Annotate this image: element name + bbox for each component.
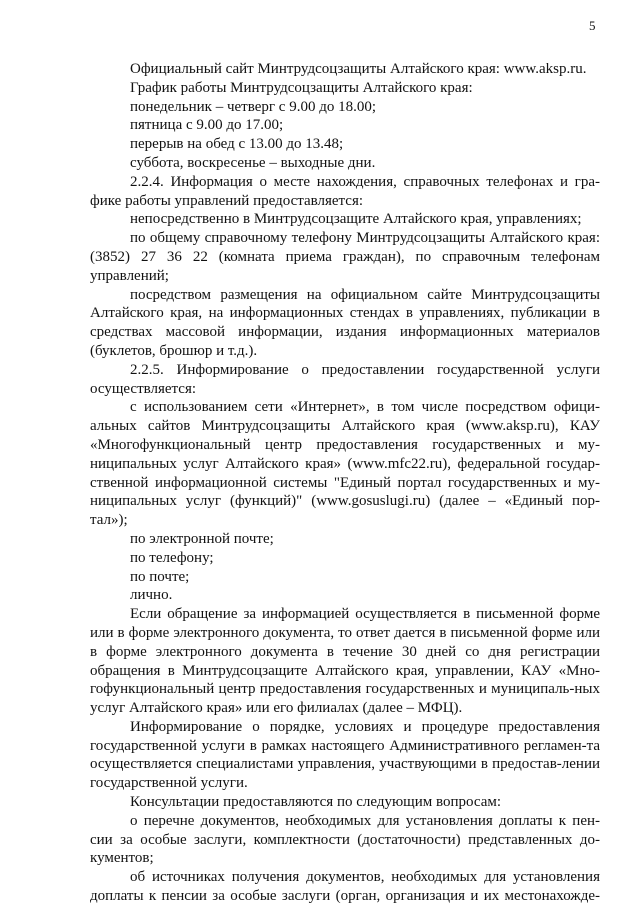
paragraph-informing: Информирование о порядке, условиях и процедуре предоставления государственной услуги в рамках настоящего Административного регламен-та осуществляется специалистами управления, участвующими в предостав-лении государственной услуги.	[90, 718, 600, 792]
paragraph-by-post: по почте;	[130, 568, 190, 585]
paragraph-publication: посредством размещения на официальном сайте Минтрудсоцзащиты Алтайского края, на информационных стендах в управлениях, публикации в средствах массовой информации, издания информационных материалов (буклетов, брошюр и т.д.).	[90, 286, 600, 359]
paragraph-internet: с использованием сети «Интернет», в том числе посредством офици-альных сайтов Минтрудсоцзащиты Алтайского края (www.aksp.ru), КАУ «Многофункциональный центр предоставления государственных и му-ниципальных услуг Алтайского края» (www.mfc22.ru), федеральной государ-ственной информационной системы "Единый портал государственных и му-ниципальных услуг (функций)" (www.gosuslugi.ru) (далее – «Единый пор-тал»);	[90, 399, 600, 529]
paragraph-consultations: Консультации предоставляются по следующим вопросам:	[130, 794, 502, 811]
paragraph-schedule-weekend: суббота, воскресенье – выходные дни.	[130, 154, 376, 171]
paragraph-document-sources: об источниках получения документов, необходимых для установления доплаты к пенсии за особые заслуги (орган, организация и их местонахожде-	[90, 869, 600, 905]
paragraph-schedule-lunch: перерыв на обед с 13.00 до 13.48;	[130, 136, 344, 153]
paragraph-phone: по общему справочному телефону Минтрудсоцзащиты Алтайского края: (3852) 27 36 22 (комната приема граждан), по справочным телефонам управлений;	[90, 230, 600, 284]
page-number: 5	[589, 18, 596, 33]
paragraph-schedule-mon-thu: понедельник – четверг с 9.00 до 18.00;	[130, 98, 376, 115]
paragraph-email: по электронной почте;	[130, 530, 274, 547]
paragraph-in-person: лично.	[130, 587, 173, 604]
paragraph-written-request: Если обращение за информацией осуществляется в письменной форме или в форме электронного документа, то ответ дается в письменной форме или в форме электронного документа в течение 30 дней со дня регистрации обращения в Минтрудсоцзащите Алтайского края, управлении, КАУ «Мно-гофункциональный центр предоставления государственных и муниципаль-ных услуг Алтайского края» или его филиалах (далее – МФЦ).	[90, 606, 600, 717]
paragraph-website: Официальный сайт Минтрудсоцзащиты Алтайского края: www.aksp.ru.	[130, 61, 587, 77]
paragraph-2-2-4: 2.2.4. Информация о месте нахождения, справочных телефонах и гра-фике работы управлений предоставляется:	[90, 173, 600, 209]
paragraph-schedule-fri: пятница с 9.00 до 17.00;	[130, 117, 284, 134]
paragraph-schedule-heading: График работы Минтрудсоцзащиты Алтайского края:	[130, 79, 473, 96]
paragraph-2-2-5: 2.2.5. Информирование о предоставлении государственной услуги осуществляется:	[90, 361, 600, 397]
paragraph-directly: непосредственно в Минтрудсоцзащите Алтайского края, управлениях;	[130, 211, 582, 228]
paragraph-documents-list: о перечне документов, необходимых для установления доплаты к пен-сии за особые заслуги, комплектности (достаточности) представленных до-кументов;	[90, 812, 600, 867]
paragraph-by-phone: по телефону;	[130, 549, 214, 566]
document-body	[90, 60, 600, 906]
